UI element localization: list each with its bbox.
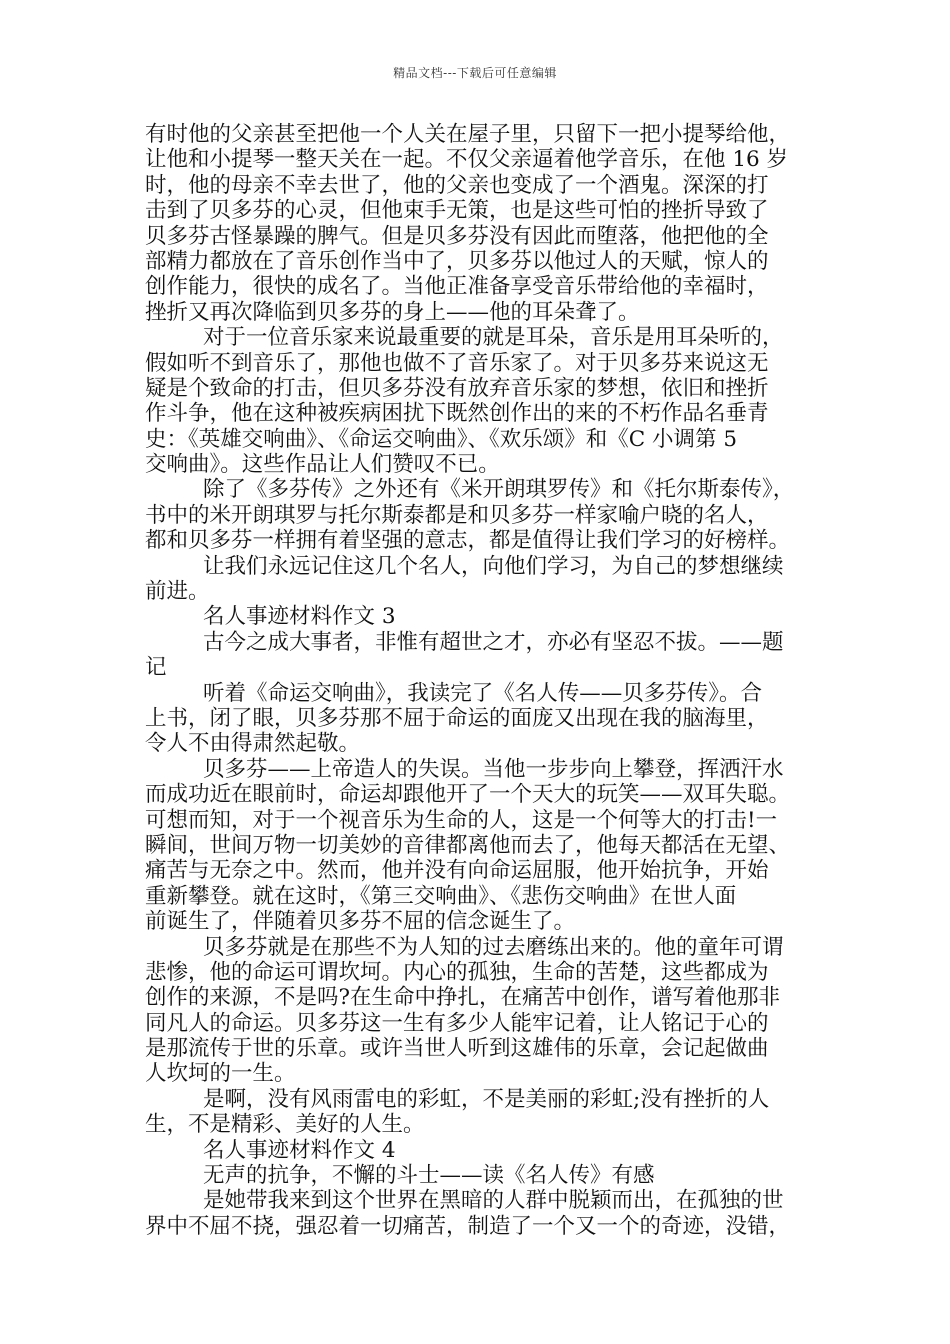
- text-line: 对于一位音乐家来说最重要的就是耳朵，音乐是用耳朵听的，: [203, 325, 784, 351]
- text-line: 击到了贝多芬的心灵，但他束手无策，也是这些可怕的挫折导致了: [145, 198, 769, 224]
- document-body: [145, 122, 825, 1239]
- text-line: 假如听不到音乐了，那他也做不了音乐家了。对于贝多芬来说这无: [145, 350, 769, 376]
- text-line: 挫折又再次降临到贝多芬的身上——他的耳朵聋了。: [145, 299, 640, 325]
- text-line: 令人不由得肃然起敬。: [145, 731, 361, 757]
- text-line: 名人事迹材料作文 4: [203, 1137, 396, 1163]
- text-line: 无声的抗争，不懈的斗士——读《名人传》有感: [203, 1163, 655, 1189]
- text-line: 有时他的父亲甚至把他一个人关在屋子里，只留下一把小提琴给他，: [145, 122, 791, 147]
- text-line: 创作能力，很快的成名了。当他正准备享受音乐带给他的幸福时，: [145, 274, 769, 300]
- text-line: 时，他的母亲不幸去世了，他的父亲也变成了一个酒鬼。深深的打: [145, 172, 769, 198]
- text-line: 前诞生了，伴随着贝多芬不屈的信念诞生了。: [145, 909, 576, 935]
- text-line: 史：《英雄交响曲》、《命运交响曲》、《欢乐颂》和《C 小调第 5: [145, 426, 738, 452]
- text-line: 是她带我来到这个世界在黑暗的人群中脱颖而出，在孤独的世: [203, 1188, 784, 1214]
- text-line: 人坎坷的一生。: [145, 1061, 296, 1087]
- text-line: 听着《命运交响曲》，我读完了《名人传——贝多芬传》。合: [203, 680, 763, 706]
- text-line: 古今之成大事者，非惟有超世之才，亦必有坚忍不拔。——题: [203, 629, 784, 655]
- text-line: 悲惨，他的命运可谓坎坷。内心的孤独，生命的苦楚，这些都成为: [145, 959, 769, 985]
- text-line: 上书，闭了眼，贝多芬那不屈于命运的面庞又出现在我的脑海里，: [145, 705, 769, 731]
- text-line: 瞬间，世间万物一切美妙的音律都离他而去了，他每天都活在无望、: [145, 832, 791, 858]
- text-line: 记: [145, 655, 167, 681]
- text-line: 疑是个致命的打击，但贝多芬没有放弃音乐家的梦想，依旧和挫折: [145, 375, 769, 401]
- text-line: 贝多芬古怪暴躁的脾气。但是贝多芬没有因此而堕落，他把他的全: [145, 223, 769, 249]
- text-line: 都和贝多芬一样拥有着坚强的意志，都是值得让我们学习的好榜样。: [145, 528, 791, 554]
- text-line: 是那流传于世的乐章。或许当世人听到这雄伟的乐章，会记起做曲: [145, 1036, 769, 1062]
- page-header: 精品文档---下载后可任意编辑: [393, 66, 557, 80]
- text-line: 交响曲》。这些作品让人们赞叹不已。: [145, 452, 500, 478]
- text-line: 名人事迹材料作文 3: [203, 604, 396, 630]
- text-line: 可想而知，对于一个视音乐为生命的人，这是一个何等大的打击!一: [145, 807, 778, 833]
- text-line: 是啊，没有风雨雷电的彩虹，不是美丽的彩虹;没有挫折的人: [203, 1086, 770, 1112]
- text-line: 而成功近在眼前时，命运却跟他开了一个天大的玩笑——双耳失聪。: [145, 782, 791, 808]
- text-line: 部精力都放在了音乐创作当中了，贝多芬以他过人的天赋，惊人的: [145, 248, 769, 274]
- text-line: 同凡人的命运。贝多芬这一生有多少人能牢记着，让人铭记于心的: [145, 1010, 769, 1036]
- text-line: 贝多芬——上帝造人的失误。当他一步步向上攀登，挥洒汗水: [203, 756, 784, 782]
- text-line: 作斗争，他在这种被疾病困扰下既然创作出的来的不朽作品名垂青: [145, 401, 769, 427]
- text-line: 痛苦与无奈之中。然而，他并没有向命运屈服，他开始抗争，开始: [145, 858, 769, 884]
- text-line: 贝多芬就是在那些不为人知的过去磨练出来的。他的童年可谓: [203, 934, 784, 960]
- text-line: 生，不是精彩、美好的人生。: [145, 1112, 425, 1138]
- text-line: 书中的米开朗琪罗与托尔斯泰都是和贝多芬一样家喻户晓的名人，: [145, 502, 769, 528]
- text-line: 重新攀登。就在这时，《第三交响曲》、《悲伤交响曲》在世人面: [145, 883, 737, 909]
- text-line: 除了《多芬传》之外还有《米开朗琪罗传》和《托尔斯泰传》，: [203, 477, 795, 503]
- text-line: 创作的来源，不是吗?在生命中挣扎，在痛苦中创作，谱写着他那非: [145, 985, 781, 1011]
- text-line: 让我们永远记住这几个名人，向他们学习，为自己的梦想继续: [203, 553, 784, 579]
- text-line: 界中不屈不挠，强忍着一切痛苦，制造了一个又一个的奇迹，没错，: [145, 1213, 791, 1239]
- text-line: 让他和小提琴一整天关在一起。不仅父亲逼着他学音乐，在他 16 岁: [145, 147, 789, 173]
- text-line: 前进。: [145, 579, 210, 605]
